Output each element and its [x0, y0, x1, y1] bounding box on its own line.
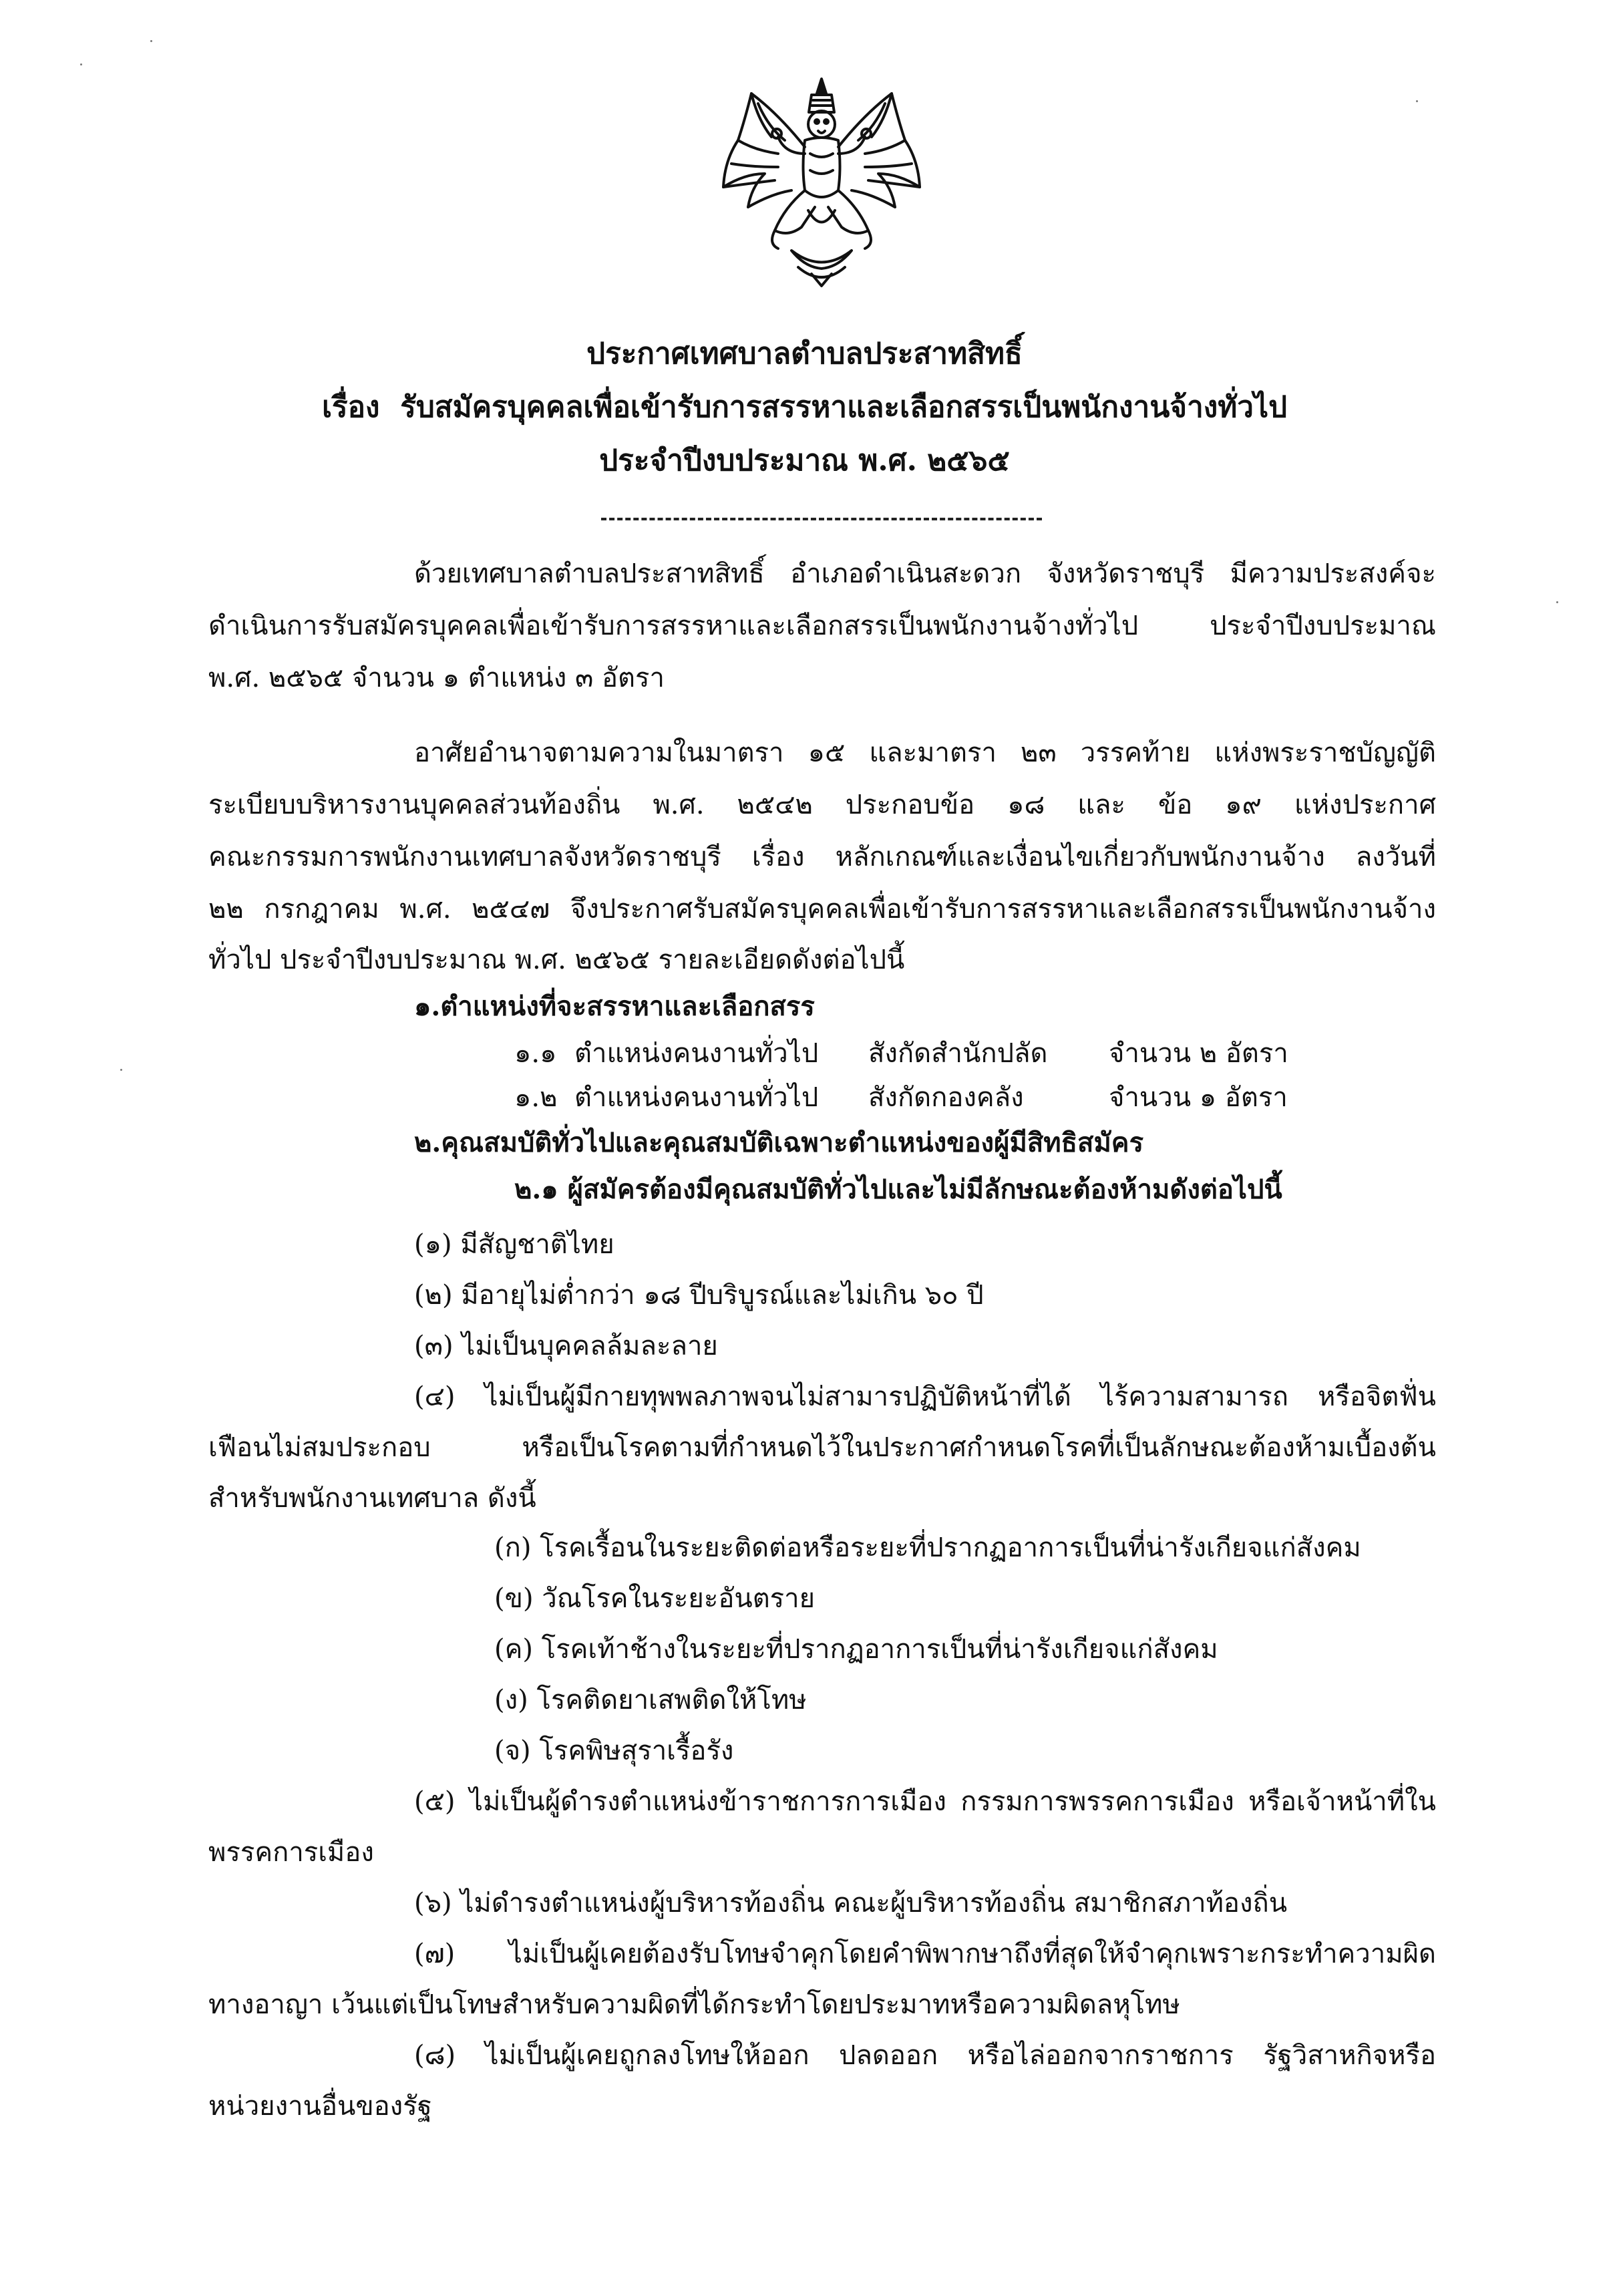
qualification-item-continued: พรรคการเมือง: [208, 1837, 374, 1868]
section2-sub-heading: ๒.๑ ผู้สมัครต้องมีคุณสมบัติทั่วไปและไม่มีลักษณะต้องห้ามดังต่อไปนี้: [514, 1174, 1282, 1205]
subject-text: รับสมัครบุคคลเพื่อเข้ารับการสรรหาและเลือกสรรเป็นพนักงานจ้างทั่วไป: [400, 390, 1288, 424]
position-no: ๑.๑: [514, 1038, 557, 1069]
qualification-item: (๔) ไม่เป็นผู้มีกายทุพพลภาพจนไม่สามารปฏิบัติหน้าที่ได้ ไร้ความสามารถ หรือจิตฟั่น: [414, 1381, 1436, 1412]
qualification-item-continued: เฟือนไม่สมประกอบ หรือเป็นโรคตามที่กำหนดไว้ในประกาศกำหนดโรคที่เป็นลักษณะต้องห้ามเบื้องต้น: [208, 1432, 1436, 1463]
scan-speck: [1556, 601, 1558, 603]
disease-item: (ง) โรคติดยาเสพติดให้โทษ: [494, 1685, 807, 1715]
intro-line-1: ด้วยเทศบาลตำบลประสาทสิทธิ์ อำเภอดำเนินสะดวก จังหวัดราชบุรี มีความประสงค์จะ: [414, 558, 1436, 589]
position-unit: สังกัดสำนักปลัด: [868, 1038, 1048, 1069]
subject-line: [0, 387, 1609, 428]
position-no: ๑.๒: [514, 1082, 558, 1113]
scan-speck: [150, 40, 152, 42]
disease-item: (ข) วัณโรคในระยะอันตราย: [494, 1583, 816, 1614]
scan-speck: [120, 1069, 122, 1071]
qualification-item: (๑) มีสัญชาติไทย: [414, 1229, 614, 1260]
intro-line-3: พ.ศ. ๒๕๖๕ จำนวน ๑ ตำแหน่ง ๓ อัตรา: [208, 663, 665, 693]
qualification-item: (๖) ไม่ดำรงตำแหน่งผู้บริหารท้องถิ่น คณะผู้บริหารท้องถิ่น สมาชิกสภาท้องถิ่น: [414, 1888, 1288, 1919]
scan-speck: [80, 63, 82, 65]
authority-line-3: คณะกรรมการพนักงานเทศบาลจังหวัดราชบุรี เรื่อง หลักเกณฑ์และเงื่อนไขเกี่ยวกับพนักงานจ้าง ลงวันที่: [208, 842, 1436, 872]
position-count: จำนวน ๑ อัตรา: [1109, 1082, 1288, 1113]
qualification-item-continued: หน่วยงานอื่นของรัฐ: [208, 2091, 432, 2122]
position-title: ตำแหน่งคนงานทั่วไป: [574, 1038, 819, 1069]
qualification-item: (๗) ไม่เป็นผู้เคยต้องรับโทษจำคุกโดยคำพิพากษาถึงที่สุดให้จำคุกเพราะกระทำความผิด: [414, 1939, 1436, 1969]
scan-speck: [1416, 100, 1418, 102]
garuda-emblem: [711, 73, 932, 291]
disease-item: (ก) โรคเรื้อนในระยะติดต่อหรือระยะที่ปรากฏอาการเป็นที่น่ารังเกียจแก่สังคม: [494, 1532, 1361, 1563]
announcement-title: ประกาศเทศบาลตำบลประสาทสิทธิ์: [586, 337, 1023, 371]
authority-line-2: ระเบียบบริหารงานบุคคลส่วนท้องถิ่น พ.ศ. ๒๕๔๒ ประกอบข้อ ๑๘ และ ข้อ ๑๙ แห่งประกาศ: [208, 790, 1436, 820]
disease-item: (จ) โรคพิษสุราเรื้อรัง: [494, 1736, 734, 1766]
intro-line-2: ดำเนินการรับสมัครบุคคลเพื่อเข้ารับการสรรหาและเลือกสรรเป็นพนักงานจ้างทั่วไป ประจำปีงบประมาณ: [208, 611, 1436, 641]
position-unit: สังกัดกองคลัง: [868, 1082, 1024, 1113]
position-title: ตำแหน่งคนงานทั่วไป: [574, 1082, 819, 1113]
authority-line-1: อาศัยอำนาจตามความในมาตรา ๑๕ และมาตรา ๒๓ วรรคท้าย แห่งพระราชบัญญัติ: [414, 737, 1436, 768]
qualification-item: (๓) ไม่เป็นบุคคลล้มละลาย: [414, 1331, 718, 1361]
section2-heading: ๒.คุณสมบัติทั่วไปและคุณสมบัติเฉพาะตำแหน่งของผู้มีสิทธิสมัคร: [414, 1127, 1144, 1158]
qualification-item: (๘) ไม่เป็นผู้เคยถูกลงโทษให้ออก ปลดออก หรือไล่ออกจากราชการ รัฐวิสาหกิจหรือ: [414, 2040, 1436, 2071]
title-separator: [601, 518, 1042, 520]
position-count: จำนวน ๒ อัตรา: [1109, 1038, 1288, 1069]
qualification-item-continued: สำหรับพนักงานเทศบาล ดังนี้: [208, 1483, 536, 1514]
qualification-item: (๕) ไม่เป็นผู้ดำรงตำแหน่งข้าราชการการเมือง กรรมการพรรคการเมือง หรือเจ้าหน้าที่ใน: [414, 1786, 1436, 1817]
authority-line-4: ๒๒ กรกฎาคม พ.ศ. ๒๕๔๗ จึงประกาศรับสมัครบุคคลเพื่อเข้ารับการสรรหาและเลือกสรรเป็นพนักงานจ้าง: [208, 894, 1436, 925]
disease-item: (ค) โรคเท้าช้างในระยะที่ปรากฏอาการเป็นที่น่ารังเกียจแก่สังคม: [494, 1634, 1218, 1665]
fiscal-year: ประจำปีงบประมาณ พ.ศ. ๒๕๖๕: [599, 444, 1010, 478]
section1-heading: ๑.ตำแหน่งที่จะสรรหาและเลือกสรร: [414, 991, 815, 1022]
subject-label: เรื่อง: [321, 390, 380, 424]
authority-line-5: ทั่วไป ประจำปีงบประมาณ พ.ศ. ๒๕๖๕ รายละเอียดดังต่อไปนี้: [208, 945, 905, 975]
qualification-item: (๒) มีอายุไม่ต่ำกว่า ๑๘ ปีบริบูรณ์และไม่เกิน ๖๐ ปี: [414, 1280, 984, 1311]
qualification-item-continued: ทางอาญา เว้นแต่เป็นโทษสำหรับความผิดที่ได้กระทำโดยประมาทหรือความผิดลหุโทษ: [208, 1989, 1180, 2020]
